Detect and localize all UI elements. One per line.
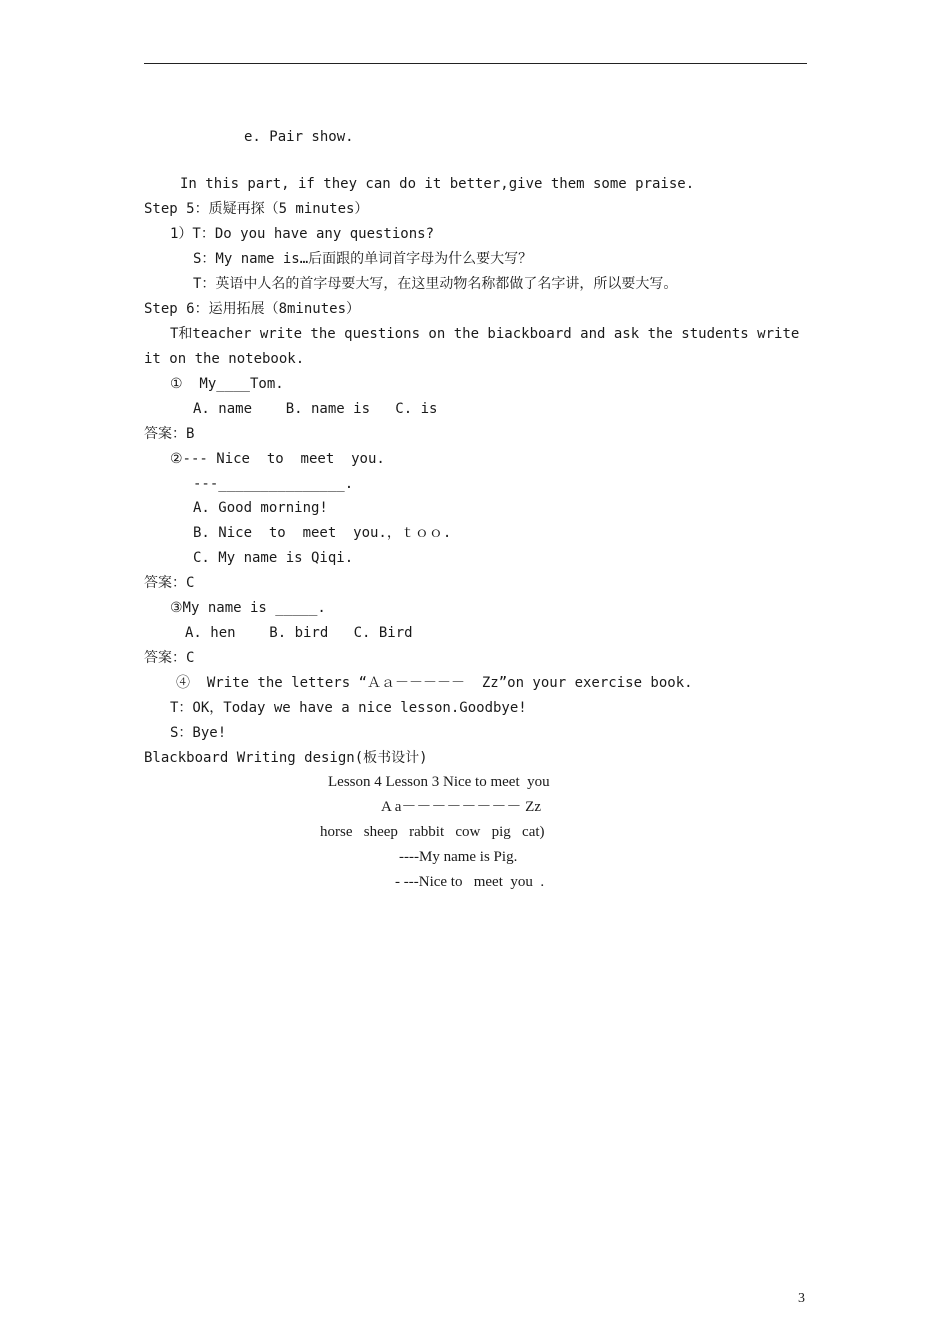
line-q4: ④ Write the letters “Ａａ－－－－－ Zz”on your exercise book.	[176, 675, 693, 691]
line-ans1: 答案：B	[144, 426, 195, 442]
line-step6-b: it on the notebook.	[144, 351, 305, 367]
line-board-meet: - ---Nice to meet you .	[395, 874, 545, 890]
line-step5-q: 1）T：Do you have any questions?	[170, 226, 435, 242]
line-praise: In this part, if they can do it better,give them some praise.	[180, 176, 695, 192]
line-q2-b: B. Nice to meet you.，ｔｏｏ.	[193, 525, 452, 541]
line-q2-a: A. Good morning!	[193, 500, 328, 516]
line-board-lesson: Lesson 4 Lesson 3 Nice to meet you	[328, 774, 550, 790]
line-q1-opts: A. name B. name is C. is	[193, 401, 438, 417]
line-pair-show: e. Pair show.	[244, 129, 354, 145]
line-board-name: ----My name is Pig.	[399, 849, 518, 865]
line-board-letters: A a－－－－－－－－ Zz	[381, 799, 541, 815]
line-step5-t: T：英语中人名的首字母要大写，在这里动物名称都做了名字讲，所以要大写。	[193, 276, 678, 292]
header-rule	[144, 63, 807, 64]
line-q2-c: C. My name is Qiqi.	[193, 550, 354, 566]
line-step6-a: T和teacher write the questions on the biackboard and ask the students write	[170, 326, 800, 342]
line-board-animals: horse sheep rabbit cow pig cat)	[320, 824, 545, 840]
line-q1: ① My____Tom.	[170, 376, 284, 392]
line-q2-blank: ---_______________.	[193, 476, 354, 492]
line-step5: Step 5：质疑再探（5 minutes）	[144, 201, 369, 217]
line-t-ok: T：OK，Today we have a nice lesson.Goodbye!	[170, 700, 527, 716]
line-step6: Step 6：运用拓展（8minutes）	[144, 301, 361, 317]
line-q2: ②--- Nice to meet you.	[170, 451, 385, 467]
line-ans3: 答案：C	[144, 650, 195, 666]
line-board-title: Blackboard Writing design(板书设计)	[144, 750, 428, 766]
line-q3: ③My name is _____.	[170, 600, 326, 616]
page-number: 3	[798, 1291, 805, 1306]
line-step5-s: S：My name is…后面跟的单词首字母为什么要大写？	[193, 251, 533, 267]
line-s-bye: S：Bye!	[170, 725, 227, 741]
line-ans2: 答案：C	[144, 575, 195, 591]
line-q3-opts: A. hen B. bird C. Bird	[185, 625, 413, 641]
